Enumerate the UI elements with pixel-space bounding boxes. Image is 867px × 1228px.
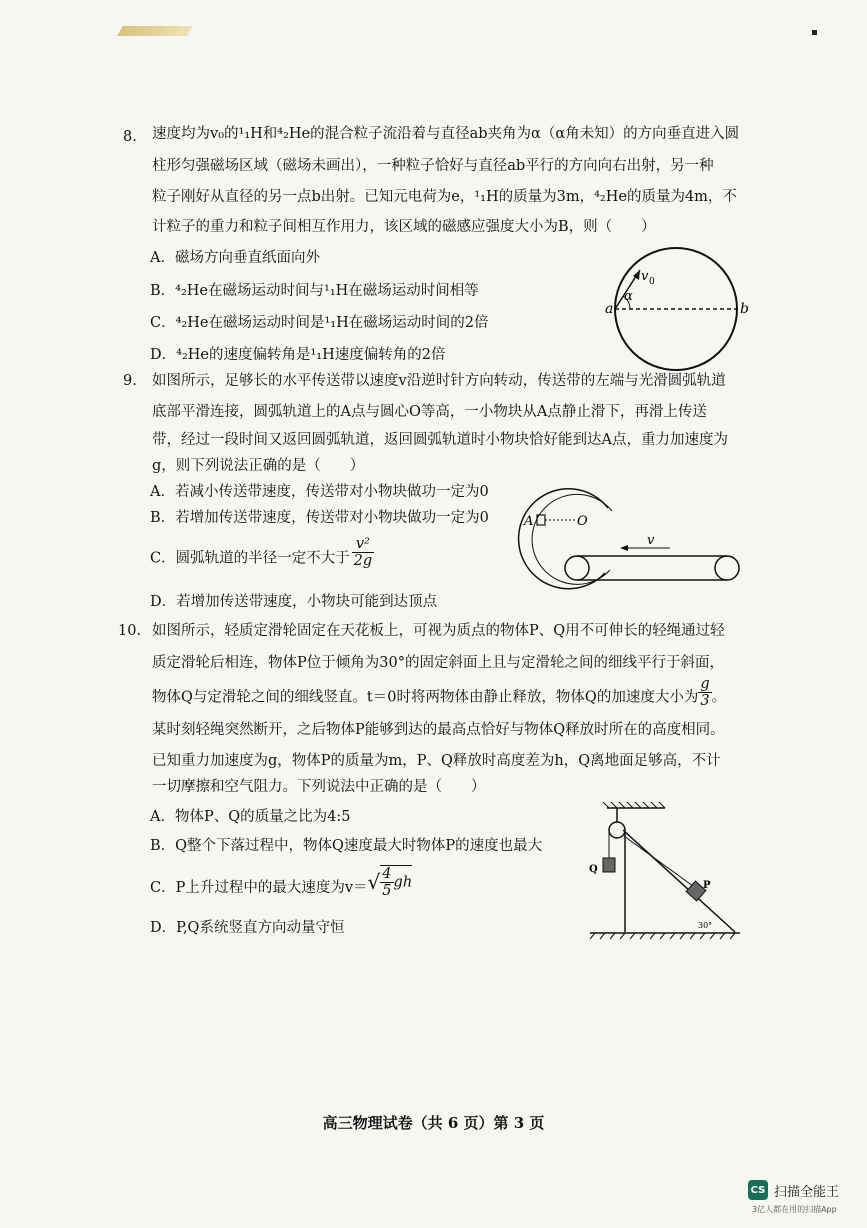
block-Q — [603, 858, 615, 872]
option-c-text: C．P上升过程中的最大速度为v＝ — [150, 880, 368, 896]
fraction-numerator: 4 — [382, 866, 392, 882]
option-d: D．⁴₂He的速度偏转角是¹₁H速度偏转角的2倍 — [150, 347, 446, 363]
label-angle: 30° — [698, 921, 713, 930]
label-a: a — [605, 301, 614, 317]
question-text-line: 一切摩擦和空气阻力。下列说法中正确的是（ ） — [152, 779, 486, 795]
fraction-numerator: v² — [352, 536, 375, 553]
pulley-incline-figure — [585, 800, 745, 940]
fraction-v2-2g — [352, 536, 375, 569]
option-a: A．若减小传送带速度，传送带对小物块做功一定为0 — [150, 484, 489, 500]
label-O: O — [577, 514, 588, 529]
label-A: A — [524, 514, 534, 529]
sqrt-tail: gh — [393, 874, 413, 891]
label-alpha: α — [624, 289, 633, 304]
option-c: C．⁴₂He在磁场运动时间是¹₁H在磁场运动时间的2倍 — [150, 315, 489, 331]
fraction-numerator: g — [700, 676, 710, 692]
label-v0: v — [641, 269, 649, 284]
question-text-line: 如图所示，轻质定滑轮固定在天花板上，可视为质点的物体P、Q用不可伸长的轻绳通过轻 — [152, 623, 725, 639]
sentence-end: 。 — [711, 689, 727, 706]
option-d: D．P,Q系统竖直方向动量守恒 — [150, 920, 345, 936]
option-c — [150, 536, 374, 569]
conveyor-figure — [520, 478, 750, 598]
question-text-line: 计粒子的重力和粒子间相互作用力，该区域的磁感应强度大小为B，则（ ） — [152, 219, 656, 235]
sqrt-expression: √ $\frac{4}{5}$ gh — [367, 866, 413, 899]
question-text-line — [152, 676, 727, 709]
fraction-g-3 — [698, 676, 711, 709]
arrow-head — [620, 545, 628, 551]
question-text-line: g，则下列说法正确的是（ ） — [152, 458, 365, 474]
question-number: 9. — [123, 373, 137, 389]
rope-to-P — [624, 836, 693, 886]
scanner-tagline: 3亿人都在用的扫描App — [752, 1205, 837, 1214]
incline-surface — [623, 830, 735, 932]
question-text-line: 如图所示，足够长的水平传送带以速度v沿逆时针方向转动，传送带的左端与光滑圆弧轨道 — [152, 373, 726, 389]
field-circle — [615, 248, 737, 370]
question-text-line: 带，经过一段时间又返回圆弧轨道，返回圆弧轨道时小物块恰好能到达A点，重力加速度为 — [152, 432, 728, 448]
scan-mark — [812, 30, 817, 35]
option-a: A．磁场方向垂直纸面向外 — [150, 250, 320, 266]
question-text-line: 已知重力加速度为g，物体P的质量为m，P、Q释放时高度差为h，Q离地面足够高，不计 — [152, 753, 721, 769]
scanner-logo-icon: CS — [748, 1180, 768, 1200]
question-text-line: 粒子刚好从直径的另一点b出射。已知元电荷为e，¹₁H的质量为3m，⁴₂He的质量为4m，不 — [152, 189, 737, 205]
fraction-denominator: 3 — [700, 693, 710, 709]
option-b: B．Q整个下落过程中，物体Q速度最大时物体P的速度也最大 — [150, 838, 543, 854]
question-number: 10. — [118, 623, 142, 639]
ceiling-hatch — [603, 802, 665, 808]
question-text-line: 柱形匀强磁场区域（磁场未画出），一种粒子恰好与直径ab平行的方向向右出射，另一种 — [152, 158, 714, 174]
magnetic-field-figure — [600, 240, 760, 390]
question-text-line: 某时刻轻绳突然断开，之后物体P能够到达的最高点恰好与物体Q释放时所在的高度相同。 — [152, 722, 725, 738]
pulley — [609, 822, 625, 838]
scanner-name: 扫描全能王 — [774, 1184, 840, 1200]
ground-hatch — [590, 933, 735, 939]
scan-stain — [117, 26, 193, 36]
question-text-line: 底部平滑连接，圆弧轨道上的A点与圆心O等高，一小物块从A点静止滑下，再滑上传送 — [152, 404, 707, 420]
option-c — [150, 866, 413, 899]
label-Q: Q — [589, 864, 598, 875]
label-v: v — [647, 533, 655, 548]
question-text: 物体Q与定滑轮之间的细线竖直。t＝0时将两物体由静止释放，物体Q的加速度大小为 — [152, 689, 699, 706]
fraction-denominator: 2g — [353, 553, 373, 569]
pulley-right — [715, 556, 739, 580]
label-P: P — [703, 880, 711, 891]
sqrt-fraction — [380, 866, 393, 899]
option-a: A．物体P、Q的质量之比为4:5 — [150, 809, 351, 825]
question-text-line: 质定滑轮后相连，物体P位于倾角为30°的固定斜面上且与定滑轮之间的细线平行于斜面， — [152, 655, 724, 671]
scanner-watermark — [748, 1180, 839, 1200]
pulley-left — [565, 556, 589, 580]
option-b: B．若增加传送带速度，传送带对小物块做功一定为0 — [150, 510, 489, 526]
page-footer: 高三物理试卷（共 6 页）第 3 页 — [322, 1114, 545, 1132]
label-v0-sub: 0 — [649, 277, 655, 287]
question-number: 8. — [123, 129, 137, 145]
option-c-text: C．圆弧轨道的半径一定不大于 — [150, 550, 350, 567]
label-b: b — [740, 301, 749, 317]
question-text-line: 速度均为v₀的¹₁H和⁴₂He的混合粒子流沿着与直径ab夹角为α（α角未知）的方向垂直进入圆 — [152, 126, 740, 142]
fraction-denominator: 5 — [382, 883, 392, 899]
option-b: B．⁴₂He在磁场运动时间与¹₁H在磁场运动时间相等 — [150, 283, 479, 299]
arc-track-inner — [532, 494, 612, 584]
option-d: D．若增加传送带速度，小物块可能到达顶点 — [150, 594, 438, 610]
